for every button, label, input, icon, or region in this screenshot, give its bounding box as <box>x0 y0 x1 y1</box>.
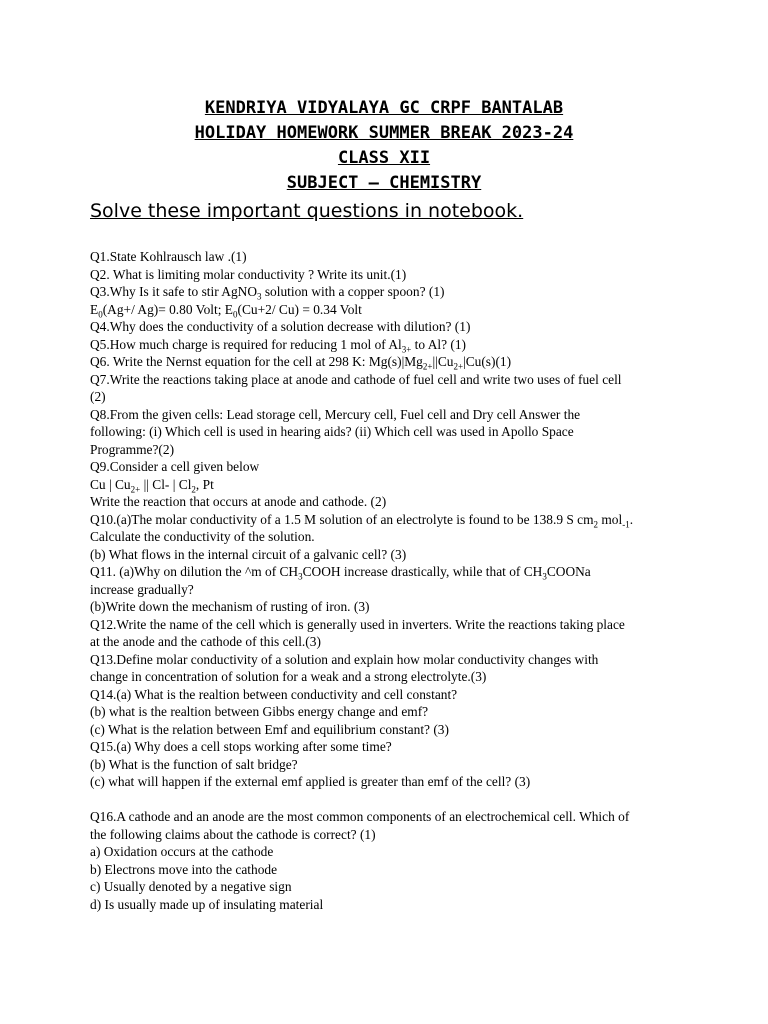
question-11-b: (b)Write down the mechanism of rusting of iron. (3) <box>90 599 370 614</box>
question-8: Q8.From the given cells: Lead storage cell, Mercury cell, Fuel cell and Dry cell Answer the <box>90 406 581 422</box>
question-15-b: (b) What is the function of salt bridge? <box>90 756 298 772</box>
option-c: c) Usually denoted by a negative sign <box>90 879 292 894</box>
question-13-cont: change in concentration of solution for a weak and a strong electrolyte.(3) <box>90 669 487 684</box>
question-12-cont: at the anode and the cathode of this cell.(3) <box>90 634 321 649</box>
question-7-cont: (2) <box>90 389 106 404</box>
question-5: Q5.How much charge is required for reducing 1 mol of $Al_{3+}$ to Al? (1) <box>90 336 466 355</box>
homework-title: HOLIDAY HOMEWORK SUMMER BREAK 2023-24 <box>194 123 574 143</box>
option-d: d) Is usually made up of insulating material <box>90 896 324 912</box>
document-header <box>0 96 768 196</box>
question-list <box>90 248 690 913</box>
question-15: Q15.(a) Why does a cell stops working after some time? <box>90 739 392 754</box>
question-10-cont: Calculate the conductivity of the solution. <box>90 529 315 544</box>
option-b: b) Electrons move into the cathode <box>90 861 278 877</box>
question-6: Q6. Write the Nernst equation for the cell at 298 K: $Mg(s)|Mg_{2+}||Cu_{2+}|Cu(s)(1)$ <box>90 354 512 372</box>
question-14-c: (c) What is the relation between Emf and equilibrium constant? (3) <box>90 721 449 737</box>
question-11-cont: increase gradually? <box>90 581 194 597</box>
instruction-text: Solve these important questions in notebook. <box>90 200 524 222</box>
question-14: Q14.(a) What is the realtion between conductivity and cell constant? <box>90 686 458 702</box>
question-2: Q2. What is limiting molar conductivity ? Write its unit.(1) <box>90 266 407 282</box>
question-12: Q12.Write the name of the cell which is generally used in inverters. Write the reactions taking place <box>90 616 625 632</box>
question-14-b: (b) what is the realtion between Gibbs energy change and emf? <box>90 704 429 719</box>
question-8-cont: Programme?(2) <box>90 441 175 457</box>
question-9-cont: Write the reaction that occurs at anode and cathode. (2) <box>90 494 387 509</box>
option-a: a) Oxidation occurs at the cathode <box>90 844 274 859</box>
question-15-c: (c) what will happen if the external emf applied is greater than emf of the cell? (3) <box>90 774 531 789</box>
question-4: Q4.Why does the conductivity of a solution decrease with dilution? (1) <box>90 319 471 334</box>
question-1: Q1.State Kohlrausch law .(1) <box>90 249 247 264</box>
school-name: KENDRIYA VIDYALAYA GC CRPF BANTALAB <box>204 98 564 118</box>
class-label: CLASS XII <box>337 148 431 168</box>
question-11: Q11. (a)Why on dilution the ^m of $CH_3COOH$ increase drastically, while that of $CH_3COONa$ <box>90 564 591 582</box>
question-3: Q3.Why Is it safe to stir AgNO$_3$ solution with a copper spoon? (1) <box>90 284 445 302</box>
question-3-values: $E_0(Ag+/$ Ag)= 0.80 Volt; $E_0(Cu+2/$ Cu) = 0.34 Volt <box>90 301 362 320</box>
question-8-cont: following: (i) Which cell is used in hearing aids? (ii) Which cell was used in Apollo Space <box>90 424 574 439</box>
question-16-cont: the following claims about the cathode is correct? (1) <box>90 826 376 842</box>
question-13: Q13.Define molar conductivity of a solution and explain how molar conductivity changes with <box>90 651 599 667</box>
question-9-cell: Cu | $Cu_{2+}$ || Cl- | $Cl_2$, Pt <box>90 476 214 495</box>
question-10: Q10.(a)The molar conductivity of a 1.5 M solution of an electrolyte is found to be 138.9 S $cm_2$ mol$_{-1}$. <box>90 511 634 530</box>
spacer <box>90 791 690 809</box>
question-7: Q7.Write the reactions taking place at anode and cathode of fuel cell and write two uses of fuel cell <box>90 371 622 387</box>
question-9: Q9.Consider a cell given below <box>90 459 260 474</box>
subject-label: SUBJECT – CHEMISTRY <box>286 173 482 193</box>
question-10-b: (b) What flows in the internal circuit of a galvanic cell? (3) <box>90 546 407 562</box>
question-16: Q16.A cathode and an anode are the most common components of an electrochemical cell. Which of <box>90 809 630 824</box>
